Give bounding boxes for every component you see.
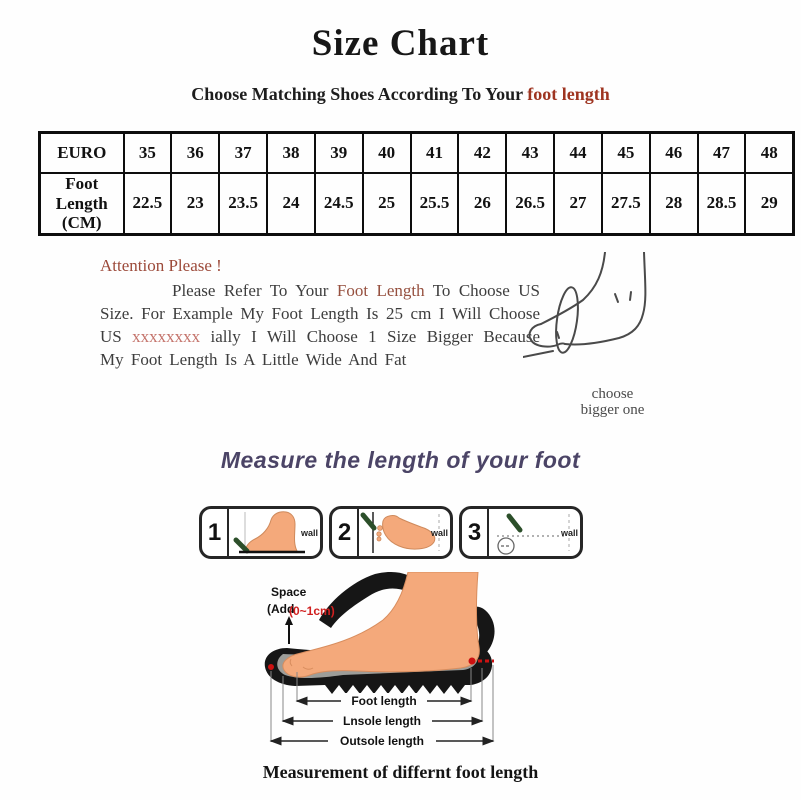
euro-header-cell: EURO: [40, 133, 124, 174]
sketch-ankle-dash: [630, 292, 631, 300]
foot-length-cell: 28.5: [698, 173, 746, 234]
foot-length-cell: 27.5: [602, 173, 650, 234]
step-illustration: [489, 509, 580, 556]
foot-length-cell: 25: [363, 173, 411, 234]
euro-size-cell: 42: [458, 133, 506, 174]
step-panel-1: [199, 506, 323, 559]
sketch-toe-crease: [557, 332, 559, 338]
foot-length-cell: 28: [650, 173, 698, 234]
euro-size-cell: 38: [267, 133, 315, 174]
foot-length-diagram: [225, 572, 595, 762]
wall-label: wall: [430, 527, 448, 538]
sketch-ankle-dash: [615, 294, 618, 302]
wall-label: wall: [300, 527, 318, 538]
euro-size-cell: 46: [650, 133, 698, 174]
foot-length-header-cell: [40, 173, 124, 234]
foot-length-cell: 24.5: [315, 173, 363, 234]
foot-sole-icon: [383, 516, 435, 549]
page-title: Size Chart: [311, 23, 490, 64]
foot-outline-sketch: [523, 252, 688, 380]
euro-size-cell: 41: [411, 133, 459, 174]
foot-length-header-line: (CM): [61, 213, 102, 233]
sketch-toes: [529, 324, 565, 347]
foot-length-cell: 23.5: [219, 173, 267, 234]
foot-length-cell: 27: [554, 173, 602, 234]
subtitle-text: Choose Matching Shoes According To Your: [191, 84, 528, 104]
attention-foot-length-highlight: Foot Length: [336, 281, 425, 300]
foot-length-cell: 26: [458, 173, 506, 234]
wall-label: wall: [560, 527, 578, 538]
euro-size-cell: 37: [219, 133, 267, 174]
step-illustration: [229, 509, 320, 556]
sketch-caption: [545, 386, 680, 418]
heel-point-marker: [469, 658, 476, 665]
foot-length-cell: 22.5: [124, 173, 172, 234]
measurement-steps: [199, 506, 583, 559]
sketch-pointer-line: [523, 351, 553, 357]
subtitle: [0, 84, 801, 105]
step-number: 3: [462, 509, 489, 556]
attention-text: Please Refer To Your: [172, 281, 337, 300]
step-panel-3: [459, 506, 583, 559]
foot-length-header-line: Foot: [65, 174, 99, 193]
attention-section: [100, 256, 540, 371]
toe-point-marker: [268, 664, 274, 670]
euro-size-cell: 44: [554, 133, 602, 174]
step-number: 1: [202, 509, 229, 556]
euro-row: [40, 133, 794, 174]
euro-size-cell: 45: [602, 133, 650, 174]
attention-text: To Choose US Size. For Example My Foot Length Is 25 cm I Will Choose US: [100, 281, 540, 346]
insole-length-label: Lnsole length: [343, 714, 421, 728]
euro-size-cell: 35: [124, 133, 172, 174]
range-label: (0~1cm): [289, 604, 335, 618]
add-label: (Add: [267, 602, 295, 616]
attention-text: ially I Will Choose 1 Size Bigger Because My Foot Length Is A Little Wide And Fat: [100, 327, 540, 369]
attention-paragraph: [100, 279, 540, 371]
foot-length-row: [40, 173, 794, 234]
pen-icon: [509, 516, 520, 530]
foot-length-cell: 26.5: [506, 173, 554, 234]
foot-length-header-line: Length: [55, 193, 108, 213]
foot-length-label: Foot length: [351, 694, 417, 708]
sketch-caption-line: bigger one: [580, 402, 645, 418]
euro-size-cell: 40: [363, 133, 411, 174]
foot-length-cell: 23: [171, 173, 219, 234]
euro-size-cell: 39: [315, 133, 363, 174]
euro-size-cell: 48: [745, 133, 793, 174]
attention-heading: Attention Please !: [100, 256, 222, 275]
outsole-length-label: Outsole length: [340, 734, 424, 748]
euro-size-cell: 47: [698, 133, 746, 174]
step-panel-2: [329, 506, 453, 559]
foot-length-cell: 24: [267, 173, 315, 234]
step-illustration: [359, 509, 450, 556]
foot-length-cell: 29: [745, 173, 793, 234]
euro-size-cell: 43: [506, 133, 554, 174]
measure-section-heading: Measure the length of your foot: [220, 447, 581, 473]
censored-text: xxxxxxxx: [132, 327, 201, 346]
foot-length-cell: 25.5: [411, 173, 459, 234]
step-number: 2: [332, 509, 359, 556]
size-table: [38, 131, 795, 236]
sketch-caption-line: choose: [591, 386, 634, 402]
subtitle-highlight: foot length: [527, 84, 610, 104]
foot-side-icon: [245, 512, 297, 551]
footer-caption: Measurement of differnt foot length: [262, 762, 539, 782]
space-label: Space: [271, 585, 307, 599]
euro-size-cell: 36: [171, 133, 219, 174]
